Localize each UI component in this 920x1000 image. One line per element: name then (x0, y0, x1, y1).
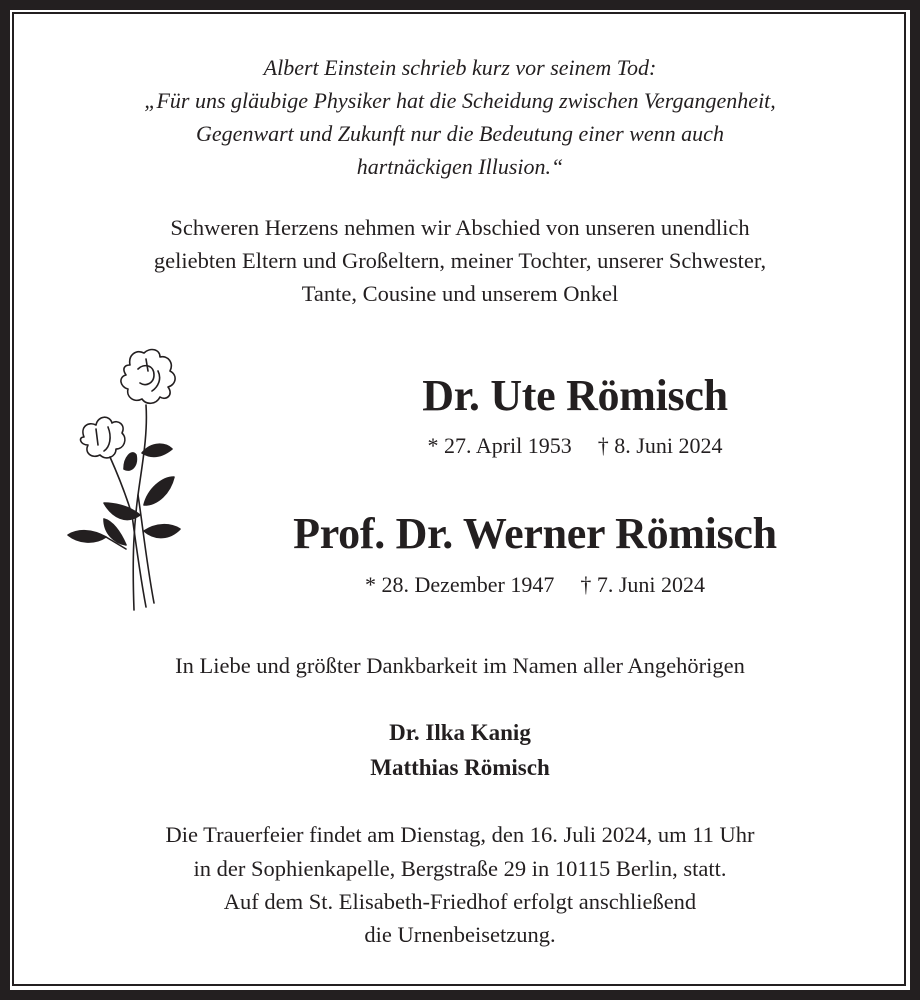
signer-name: Dr. Ilka Kanig (389, 720, 531, 745)
intro-line: Tante, Cousine und unserem Onkel (301, 281, 619, 306)
deceased-name: Prof. Dr. Werner Römisch (293, 509, 777, 558)
ceremony-line: Auf dem St. Elisabeth-Friedhof erfolgt anschließend (223, 889, 697, 914)
dedication: In Liebe und größter Dankbarkeit im Namen aller Angehörigen (175, 653, 745, 678)
quote-line: hartnäckigen Illusion.“ (356, 154, 564, 179)
quote-line: „Für uns gläubige Physiker hat die Scheidung zwischen Vergangenheit, (144, 88, 776, 113)
intro-line: geliebten Eltern und Großeltern, meiner Tochter, unserer Schwester, (153, 248, 767, 273)
quote-line: Albert Einstein schrieb kurz vor seinem Tod: (263, 55, 657, 80)
intro-line: Schweren Herzens nehmen wir Abschied von unseren unendlich (170, 215, 750, 240)
quote-line: Gegenwart und Zukunft nur die Bedeutung einer wenn auch (196, 121, 724, 146)
death-date: † 8. Juni 2024 (597, 433, 723, 458)
death-date: † 7. Juni 2024 (580, 572, 706, 597)
ceremony-line: in der Sophienkapelle, Bergstraße 29 in 10115 Berlin, statt. (193, 856, 727, 881)
life-dates (115, 433, 920, 459)
birth-date: * 27. April 1953 (427, 433, 572, 458)
birth-date: * 28. Dezember 1947 (364, 572, 555, 597)
ceremony-line: Die Trauerfeier findet am Dienstag, den 16. Juli 2024, um 11 Uhr (165, 822, 755, 847)
signer-name: Matthias Römisch (370, 755, 550, 780)
ceremony-line: die Urnenbeisetzung. (364, 922, 556, 947)
life-dates (75, 572, 920, 598)
deceased-name: Dr. Ute Römisch (422, 371, 728, 420)
